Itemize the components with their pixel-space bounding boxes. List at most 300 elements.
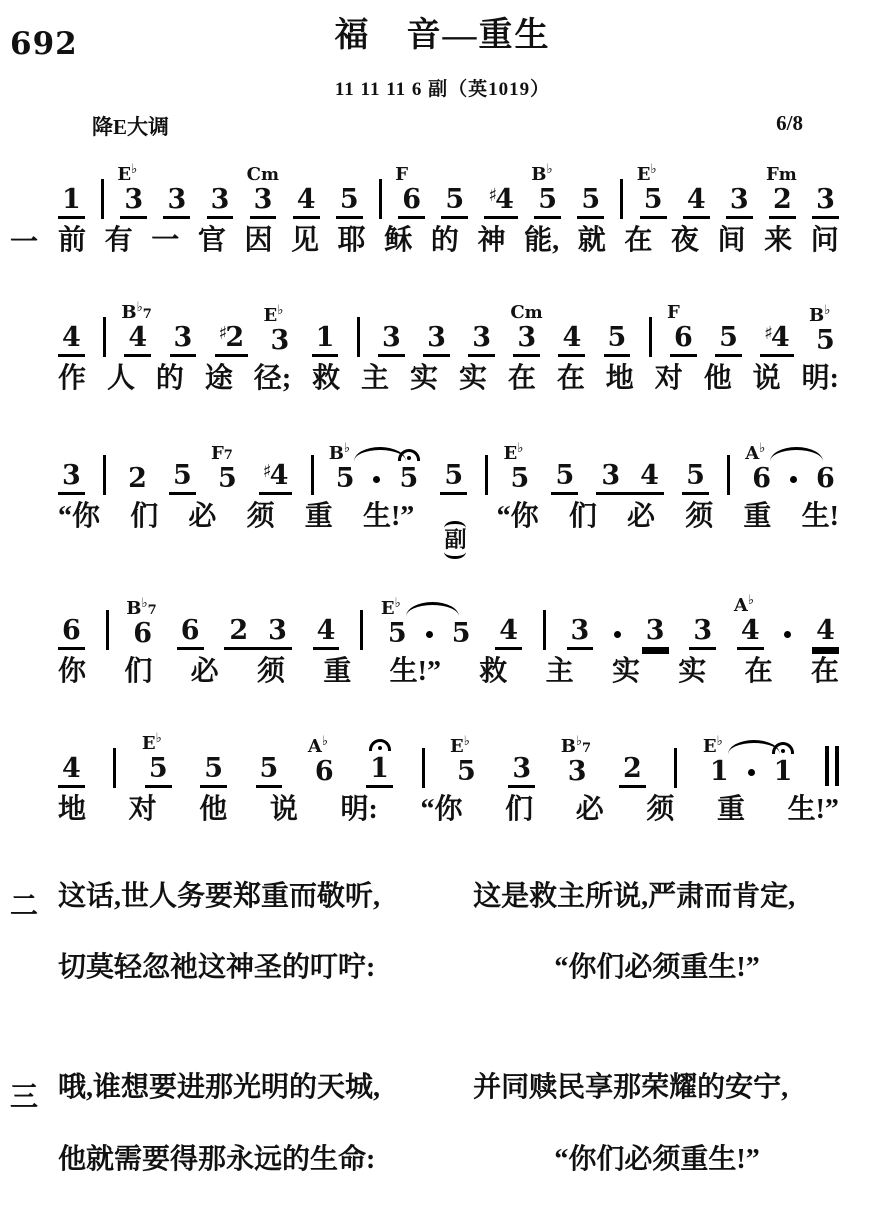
lyric-syllable: 问 [810, 224, 839, 256]
lyric-syllable: “你 [420, 793, 463, 825]
note [604, 323, 631, 357]
note-number: 6 [398, 185, 425, 219]
lyric-syllable: 间 [717, 224, 746, 256]
lyric-syllable: 在 [507, 362, 536, 394]
lyric-syllable: 在 [810, 655, 839, 687]
note-number: 3 [250, 185, 277, 219]
final-barline-stroke [825, 746, 829, 786]
lyric-syllable: 他 [199, 793, 228, 825]
note-number: 6 [815, 463, 835, 495]
lyric-syllable: 神 [477, 224, 506, 256]
lyric-syllable: 途 [204, 362, 233, 394]
augmentation-dot [614, 631, 621, 638]
lyric-syllable: 就 [577, 224, 606, 256]
note-number: 2 [619, 754, 646, 788]
note [702, 734, 733, 788]
note [423, 323, 450, 357]
lyric-line [58, 499, 839, 556]
flat-icon: ♭ [343, 441, 351, 457]
sharp-icon: ♯ [262, 461, 272, 483]
flat-icon: ♭ [759, 441, 766, 457]
flat-icon: ♭ [463, 734, 470, 750]
note-number: 4 [558, 323, 585, 357]
note-number: 5 [640, 185, 667, 219]
chord-suffix: 7 [147, 603, 157, 619]
note [380, 596, 411, 650]
note [531, 162, 561, 219]
barline [101, 179, 104, 219]
note [200, 754, 227, 788]
verse-line: 他就需要得那永远的生命: [58, 1143, 376, 1175]
lyric-syllable: 因 [244, 224, 273, 256]
lyric-syllable: 生!” [362, 500, 415, 532]
lyric-syllable: 明: [801, 362, 839, 394]
note-number: 5 [551, 461, 578, 495]
verse-section [10, 880, 841, 985]
lyric-syllable: 见 [291, 224, 320, 256]
refrain-mark [444, 521, 466, 559]
lyric-syllable: “你 [496, 500, 539, 532]
note-number: 5 [169, 461, 196, 495]
note-number: ♯4 [484, 185, 518, 219]
tied-note-group [745, 441, 839, 495]
note-number: 4 [58, 323, 85, 357]
lyric-syllable: 作 [58, 362, 87, 394]
note [440, 461, 467, 495]
chord-label: E♭ [702, 734, 723, 758]
note [812, 616, 839, 650]
note [642, 616, 669, 650]
note-number: 4 [812, 616, 839, 650]
verse-line: “你们必须重生!” [554, 1143, 760, 1175]
lyric-syllable: “你 [58, 500, 101, 532]
note-number: 5 [387, 618, 407, 650]
note [715, 323, 742, 357]
note-number: 3 [270, 325, 290, 357]
lyric-syllable: 必 [575, 793, 604, 825]
note [169, 461, 196, 495]
page-title: 福 音—重生 [334, 17, 551, 54]
chord-label: Cm [510, 302, 543, 324]
sharp-icon: ♯ [764, 323, 773, 345]
note-number: 3 [812, 185, 839, 219]
lyric-syllable: 须 [256, 655, 285, 687]
flat-icon: ♭ [394, 596, 401, 612]
bracket-arc-bottom-icon [444, 552, 466, 559]
notation-line [58, 285, 839, 357]
note [58, 616, 85, 650]
tie-arc [406, 602, 459, 619]
note-number: 2 [769, 185, 796, 219]
key-row [92, 111, 803, 141]
note [577, 185, 604, 219]
note [745, 441, 775, 495]
fermata-icon [369, 739, 391, 751]
chord-label: E♭ [450, 734, 470, 758]
hymn-number: 692 [10, 26, 78, 62]
note [766, 164, 797, 219]
tied-note-group [702, 734, 797, 788]
lyric-syllable: 实 [678, 655, 707, 687]
augmentation-dot [426, 631, 433, 638]
chord-label: Fm [766, 164, 797, 186]
augmentation-dot [748, 769, 755, 776]
note-number: 3 [120, 185, 147, 219]
lyric-syllable: 救 [479, 655, 508, 687]
final-barline-stroke [835, 746, 839, 786]
lyric-syllable: 生!” [787, 793, 839, 825]
lyric-syllable: 说 [752, 362, 781, 394]
lyric-syllable: 主 [545, 655, 574, 687]
note-number: 3 [468, 323, 495, 357]
music-notation-area [0, 147, 885, 832]
note-number: 5 [145, 754, 172, 788]
note-number: 5 [816, 325, 835, 357]
note [666, 302, 697, 357]
note-number: 4 [124, 323, 151, 357]
note-number: 5 [336, 185, 363, 219]
note [812, 464, 839, 495]
verse-number: 二 [10, 890, 39, 922]
note-number: 1 [58, 185, 85, 219]
note-number: 3 [423, 323, 450, 357]
final-barline [825, 746, 839, 786]
note [495, 616, 522, 650]
chord-label: E♭ [141, 731, 162, 755]
note [207, 185, 234, 219]
note-number: 3 [58, 461, 85, 495]
lyric-syllable: 的 [155, 362, 184, 394]
flat-icon: ♭ [716, 734, 723, 750]
note-number: 3 [513, 323, 540, 357]
music-system [0, 147, 885, 263]
note [760, 323, 794, 357]
note-number: 3 [508, 754, 535, 788]
lyric-syllable: 重 [743, 500, 772, 532]
note [328, 441, 359, 495]
note [503, 441, 534, 495]
note [58, 461, 85, 495]
note-number: 3 [170, 323, 197, 357]
fermata-icon [398, 449, 420, 461]
lyric-syllable: 的 [430, 224, 459, 256]
flat-icon: ♭ [546, 162, 553, 178]
note [307, 734, 338, 788]
chord-label: B♭ [531, 162, 553, 186]
note-number: 5 [200, 754, 227, 788]
note [636, 162, 667, 219]
note-number: 4 [683, 185, 710, 219]
verse-line: 这是救主所说,严肃而肯定, [473, 880, 796, 912]
chord-label: B♭7 [560, 734, 592, 758]
note-number: 3 [163, 185, 190, 219]
flat-icon: ♭ [650, 162, 657, 178]
note [312, 323, 339, 357]
lyric-syllable: 人 [106, 362, 135, 394]
lyric-syllable: 耶 [337, 224, 366, 256]
note-number: 5 [534, 185, 561, 219]
note [336, 185, 363, 219]
barline [485, 455, 488, 495]
note-number: 5 [451, 618, 471, 650]
barline [543, 610, 546, 650]
note-number: 4 [313, 616, 340, 650]
verse-section [10, 1071, 841, 1176]
note-number: ♯2 [215, 323, 249, 357]
chord-suffix: m [778, 165, 797, 186]
note-number: 6 [314, 756, 334, 788]
note [366, 754, 393, 788]
verse-number: 三 [10, 1081, 39, 1113]
note [126, 596, 157, 650]
flat-icon: ♭ [131, 162, 138, 178]
note [567, 616, 594, 650]
lyric-syllable: 夜 [670, 224, 699, 256]
lyric-syllable: 生!” [389, 655, 441, 687]
chord-suffix: m [524, 303, 543, 324]
lyric-syllable: 主 [361, 362, 390, 394]
barline [649, 317, 652, 357]
lyric-syllable: 在 [556, 362, 585, 394]
verse-line: 切莫轻忽祂这神圣的叮咛: [58, 952, 376, 984]
chord-label: E♭ [117, 162, 138, 186]
note [558, 323, 585, 357]
beamed-note-pair [596, 461, 664, 495]
note [378, 323, 405, 357]
note [395, 164, 425, 219]
chord-suffix: 7 [223, 448, 233, 464]
lyric-syllable: 们 [568, 500, 597, 532]
note [177, 616, 204, 650]
barline [360, 610, 363, 650]
lyric-syllable: 实 [409, 362, 438, 394]
note [689, 616, 716, 650]
note-number: 5 [457, 756, 476, 788]
chord-label: B♭ [809, 303, 831, 327]
chord-label: A♭ [733, 593, 754, 617]
note-number: 1 [773, 756, 793, 788]
barline [727, 455, 730, 495]
lyric-syllable: 生! [801, 500, 839, 532]
lyric-syllable: 在 [744, 655, 773, 687]
lyric-syllable: 对 [654, 362, 683, 394]
lyric-syllable: 你 [58, 655, 87, 687]
lyric-syllable: 们 [124, 655, 153, 687]
flat-icon: ♭ [141, 596, 148, 612]
flat-icon: ♭ [136, 300, 143, 316]
note-number: 5 [682, 461, 709, 495]
note [124, 464, 151, 495]
chord-label: A♭ [307, 734, 328, 758]
note [510, 302, 543, 357]
note-number: ♯4 [760, 323, 794, 357]
verse-grid [58, 1071, 841, 1176]
note-number: 3 [726, 185, 753, 219]
chord-label: B♭ [328, 441, 351, 465]
note-number: 3 [268, 615, 287, 647]
note-number: 3 [689, 616, 716, 650]
note-number: 1 [366, 754, 393, 788]
lyric-line [58, 792, 839, 832]
lyric-syllable: 官 [197, 224, 226, 256]
lyric-line [10, 223, 839, 263]
refrain-label: 副 [444, 526, 467, 552]
lyric-syllable: 来 [764, 224, 793, 256]
note [215, 323, 249, 357]
verse-line: 并同赎民享那荣耀的安宁, [473, 1071, 789, 1103]
note-number: 4 [495, 616, 522, 650]
lyric-syllable: 在 [624, 224, 653, 256]
lyric-syllable: 须 [685, 500, 714, 532]
fermata-icon [772, 742, 794, 754]
lyric-syllable: 他 [703, 362, 732, 394]
chord-suffix: m [261, 165, 279, 186]
lyric-line [58, 654, 839, 694]
note-number: 3 [207, 185, 234, 219]
music-system [0, 423, 885, 556]
lyric-syllable: 能, [524, 224, 560, 256]
barline [106, 610, 109, 650]
barline [357, 317, 360, 357]
note [58, 754, 85, 788]
lyric-syllable: 说 [269, 793, 298, 825]
note-number: 5 [217, 463, 237, 495]
note [683, 185, 710, 219]
note-number: ♯4 [259, 461, 293, 495]
note-number: 5 [441, 185, 468, 219]
sharp-icon: ♯ [488, 185, 498, 207]
verse-line: “你们必须重生!” [554, 952, 760, 984]
note [770, 757, 797, 788]
chord-label: Cm [246, 164, 279, 186]
note [809, 303, 839, 357]
note [121, 300, 152, 357]
note [560, 734, 592, 788]
note [313, 616, 340, 650]
note-number: 5 [335, 463, 355, 495]
note [726, 185, 753, 219]
note [448, 619, 475, 650]
notation-line [58, 716, 839, 788]
note [246, 164, 279, 219]
note-number: 1 [709, 756, 729, 788]
note-number: 5 [510, 463, 530, 495]
note-number: 5 [440, 461, 467, 495]
verse-line: 这话,世人务要郑重而敬听, [58, 880, 381, 912]
lyric-syllable: 们 [130, 500, 159, 532]
music-system [0, 578, 885, 694]
lyric-syllable: 重 [323, 655, 352, 687]
lyric-line [58, 361, 839, 401]
lyric-syllable: 实 [458, 362, 487, 394]
verse-text-area [0, 880, 885, 1176]
note [484, 185, 518, 219]
note [263, 303, 293, 357]
note-number: 4 [640, 460, 659, 492]
note-number: 5 [604, 323, 631, 357]
note [468, 323, 495, 357]
notation-line [58, 578, 839, 650]
note [450, 734, 480, 788]
lyric-syllable: 必 [188, 500, 217, 532]
note [210, 443, 241, 495]
lyric-syllable: 须 [246, 500, 275, 532]
barline [379, 179, 382, 219]
lyric-syllable: 必 [190, 655, 219, 687]
beamed-note-pair [224, 616, 292, 650]
tied-note-group [328, 441, 423, 495]
time-signature: 6/8 [776, 110, 803, 135]
note-number: 2 [128, 463, 147, 495]
verse-line: 哦,谁想要进那光明的天城, [58, 1071, 381, 1103]
note-number: 4 [58, 754, 85, 788]
barline [674, 748, 677, 788]
note-number: 1 [312, 323, 339, 357]
augmentation-dot [790, 476, 797, 483]
sharp-icon: ♯ [218, 323, 228, 345]
lyric-syllable: 实 [611, 655, 640, 687]
barline [620, 179, 623, 219]
note-number: 6 [133, 618, 153, 650]
note-number: 3 [601, 460, 621, 492]
verse-number: 一 [10, 226, 39, 258]
barline [103, 455, 106, 495]
chord-label: E♭ [503, 441, 524, 465]
chord-label: E♭ [636, 162, 657, 186]
note [733, 593, 764, 650]
lyric-syllable: 径; [253, 362, 292, 394]
chord-label: E♭ [380, 596, 401, 620]
lyric-syllable: 一 [151, 224, 180, 256]
note-number: 4 [293, 185, 320, 219]
note-number: 6 [177, 616, 204, 650]
chord-suffix: 7 [582, 741, 592, 757]
flat-icon: ♭ [277, 303, 284, 319]
note [141, 731, 172, 788]
meter-info: 11 11 11 6 副（英1019） [334, 78, 551, 100]
chord-label: A♭ [745, 441, 766, 465]
note [256, 754, 283, 788]
note [170, 323, 197, 357]
note [58, 185, 85, 219]
flat-icon: ♭ [575, 734, 583, 750]
augmentation-dot [373, 476, 380, 483]
barline [113, 748, 116, 788]
note [163, 185, 190, 219]
lyric-syllable: 须 [646, 793, 675, 825]
lyric-syllable: 明: [340, 793, 378, 825]
note [293, 185, 320, 219]
augmentation-dot [784, 631, 791, 638]
note [117, 162, 147, 219]
notation-line [58, 423, 839, 495]
note [682, 461, 709, 495]
lyric-syllable: 前 [58, 224, 87, 256]
note-number: 5 [577, 185, 604, 219]
lyric-syllable: 们 [505, 793, 534, 825]
verse-grid [58, 880, 841, 985]
lyric-syllable: 稣 [384, 224, 413, 256]
note-number: 5 [399, 463, 419, 495]
chord-label: F [666, 302, 680, 324]
barline [422, 748, 425, 788]
lyric-syllable: 有 [104, 224, 133, 256]
music-system [0, 716, 885, 832]
notation-line [58, 147, 839, 219]
note-number: 5 [256, 754, 283, 788]
lyric-syllable: 救 [312, 362, 341, 394]
note [508, 754, 535, 788]
